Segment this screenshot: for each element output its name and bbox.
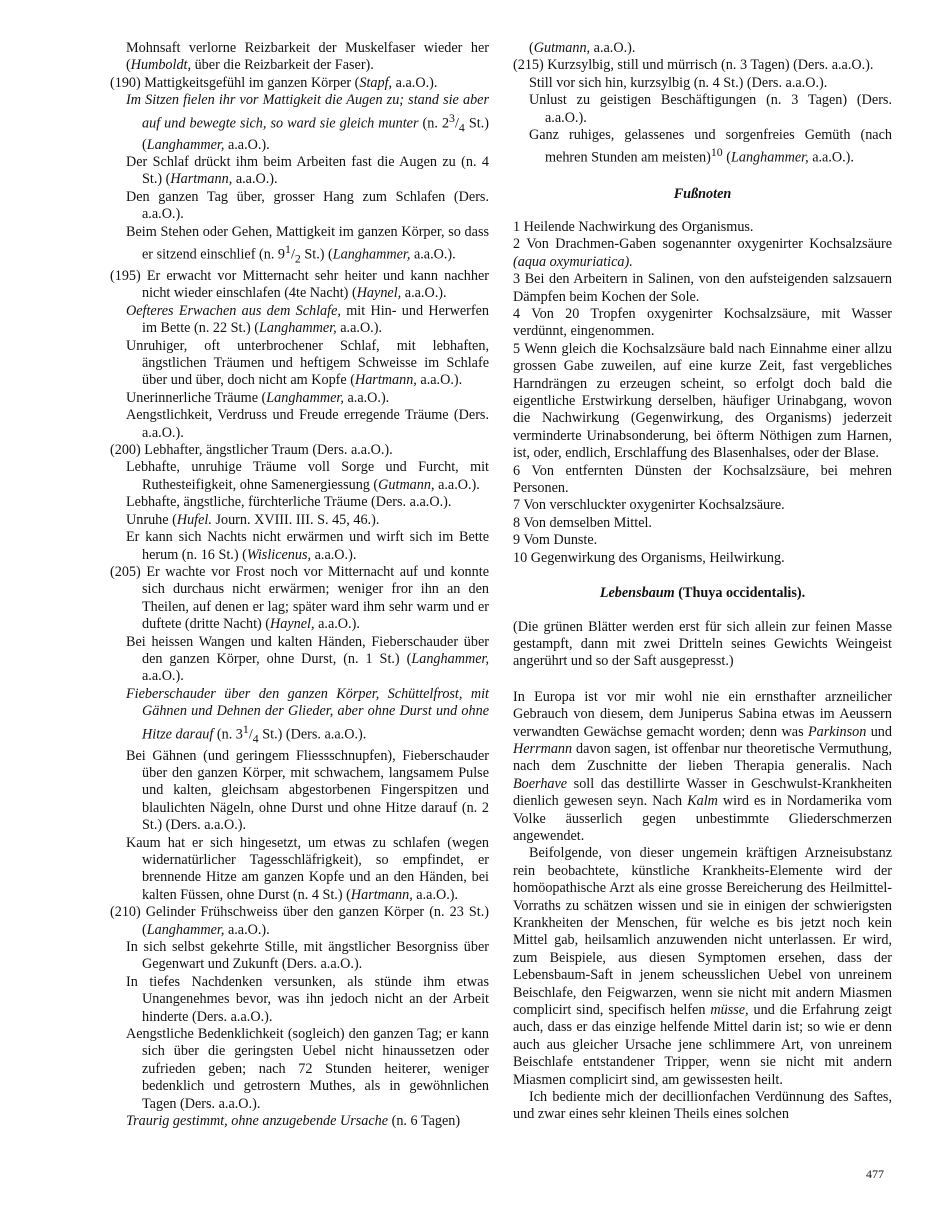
footnote: 5 Wenn gleich die Kochsalzsäure bald nach Einnahme einer allzu grossen Gabe zuweilen, auf eine kurze Zeit, fast vergebliches Harndrängen zu erzeugen scheint, so erfolgt doch bald die eigentliche Erstwirkung derselben, häufiger Urinabgang, wovon die Nachwirkung (Gegenwirkung, des Organisms) jederzeit verminderte Urinabsonderung, bei öfterm Nöthigen zum Harnen, ist, oder, endlich, Erschlaffung des Blasenhalses, oder der Blase.	[513, 340, 892, 462]
symptom-entry: Der Schlaf drückt ihm beim Arbeiten fast die Augen zu (n. 4 St.) (Hartmann, a.a.O.).	[126, 154, 489, 188]
symptom-entry: Den ganzen Tag über, grosser Hang zum Schlafen (Ders. a.a.O.).	[126, 188, 489, 223]
body-paragraph: Ich bediente mich der decillionfachen Verdünnung des Saftes, und zwar eines sehr kleinen Theils eines solchen	[513, 1089, 892, 1123]
section-heading-lebensbaum: Lebensbaum (Thuya occidentalis).	[599, 585, 806, 602]
symptom-entry: Ganz ruhiges, gelassenes und sorgenfreies Gemüth (nach mehren Stunden am meisten)$^{10}$ (Langhammer, a.a.O.).	[529, 127, 892, 167]
symptom-entry: Unlust zu geistigen Beschäftigungen (n. 3 Tagen) (Ders. a.a.O.).	[529, 92, 892, 126]
symptom-entry: (210) Gelinder Frühschweiss über den ganzen Körper (n. 23 St.) (Langhammer, a.a.O.).	[110, 904, 489, 938]
footnote: 7 Von verschluckter oxygenirter Kochsalzsäure.	[513, 497, 785, 514]
symptom-entry: Lebhafte, unruhige Träume voll Sorge und Furcht, mit Ruthesteifigkeit, ohne Samenergiessung (Gutmann, a.a.O.).	[126, 459, 489, 493]
body-paragraph: Beifolgende, von dieser ungemein kräftigen Arzneisubstanz rein beobachtete, künstliche Krankheits-Elemente wird der homöopathische Arzt als eine grosse Bereicherung des Heilmittel-Vorraths zu schätzen wissen und sie in einigen der schwierigsten Krankheiten der Menschen, für welche es bis jetzt noch kein Mittel gab, heilsamlich anzuwenden nicht unterlassen. Er wird, zum Beispiele, aus diesen Symptomen ersehen, dass der Lebensbaum-Saft in jenem scheusslichen Uebel von unreinem Beischlafe, den Feigwarzen, wenn sie nicht mit andern Miasmen complicirt sind, specifisch helfen müsse, und die Erfahrung zeigt auch, dass er das einzige helfende Mittel darin ist; so wie er denn auch aus gleicher Ursache jene schlimmere Art, von unreinem Beischlafe entstandener Tripper, wenn sie nicht mit andern Miasmen complicirt sind, am gewissesten heilt.	[513, 845, 892, 1088]
footnote: 1 Heilende Nachwirkung des Organismus.	[513, 218, 754, 235]
symptom-entry: Er kann sich Nachts nicht erwärmen und wirft sich im Bette herum (n. 16 St.) (Wislicenus, a.a.O.).	[126, 529, 489, 563]
symptom-entry: Bei heissen Wangen und kalten Händen, Fieberschauder über den ganzen Körper, ohne Durst, (n. 1 St.) (Langhammer, a.a.O.).	[126, 633, 489, 685]
footnote: 6 Von entfernten Dünsten der Kochsalzsäure, bei mehren Personen.	[513, 462, 892, 497]
symptom-entry: (215) Kurzsylbig, still und mürrisch (n. 3 Tagen) (Ders. a.a.O.).	[513, 57, 874, 74]
symptom-entry: (Gutmann, a.a.O.).	[529, 40, 636, 56]
left-column	[110, 40, 489, 1130]
page-number: 477	[866, 1167, 884, 1181]
symptom-entry: Im Sitzen fielen ihr vor Mattigkeit die Augen zu; stand sie aber auf und bewegte sich, so ward sie gleich munter (n. $2^3/_4$ St.) (Langhammer, a.a.O.).	[126, 92, 489, 153]
footnote: 8 Von demselben Mittel.	[513, 514, 652, 531]
symptom-entry: (200) Lebhafter, ängstlicher Traum (Ders. a.a.O.).	[110, 442, 393, 459]
symptom-entry: Traurig gestimmt, ohne anzugebende Ursache (n. 6 Tagen)	[126, 1113, 461, 1130]
symptom-entry: Still vor sich hin, kurzsylbig (n. 4 St.) (Ders. a.a.O.).	[529, 74, 828, 91]
symptom-entry: Fieberschauder über den ganzen Körper, Schüttelfrost, mit Gähnen und Dehnen der Glieder, aber ohne Durst und ohne Hitze darauf (n. $3^1/_4$ St.) (Ders. a.a.O.).	[126, 685, 489, 746]
symptom-list-continued	[513, 40, 892, 168]
symptom-entry: Aengstliche Bedenklichkeit (sogleich) den ganzen Tag; er kann sich über die geringsten Uebel nicht hinaussetzen oder zufrieden geben; nach 72 Stunden heiterer, weniger bedenklich und getrostern Muthes, als in gewöhnlichen Tagen (Ders. a.a.O.).	[126, 1026, 489, 1112]
symptom-entry: In sich selbst gekehrte Stille, mit ängstlicher Besorgniss über Gegenwart und Zukunft (Ders. a.a.O.).	[126, 939, 489, 973]
footnote: 9 Vom Dunste.	[513, 532, 598, 549]
footnote: 3 Bei den Arbeitern in Salinen, von den aufsteigenden salzsauern Dämpfen beim Kochen der Sole.	[513, 271, 892, 305]
symptom-entry: Oefteres Erwachen aus dem Schlafe, mit Hin- und Herwerfen im Bette (n. 22 St.) (Langhammer, a.a.O.).	[126, 302, 490, 337]
symptom-entry: Unerinnerliche Träume (Langhammer, a.a.O.).	[126, 389, 390, 406]
symptom-entry: Unruhe (Hufel. Journ. XVIII. III. S. 45, 46.).	[126, 511, 380, 528]
body-text	[513, 689, 892, 1124]
right-column	[513, 40, 892, 1124]
footnotes-heading: Fußnoten	[673, 185, 732, 202]
symptom-entry: Lebhafte, ängstliche, fürchterliche Träume (Ders. a.a.O.).	[126, 494, 452, 511]
symptom-entry: (190) Mattigkeitsgefühl im ganzen Körper (Stapf, a.a.O.).	[110, 74, 438, 91]
symptom-entry: Kaum hat er sich hingesetzt, um etwas zu schlafen (wegen widernatürlicher Tagesschläfrigkeit), so empfindet, er brennende Hitze am ganzen Kopfe und an den Händen, bei kalten Füssen, ohne Durst (n. 4 St.) (Hartmann, a.a.O.).	[126, 834, 489, 903]
footnotes-list	[513, 219, 892, 567]
symptom-entry: Unruhiger, oft unterbrochener Schlaf, mit lebhaften, ängstlichen Träumen und heftigem Schweisse im Schlafe über und über, doch nicht am Kopfe (Hartmann, a.a.O.).	[126, 337, 489, 389]
symptom-entry: Beim Stehen oder Gehen, Mattigkeit im ganzen Körper, so dass er sitzend einschlief (n. $9^1/_2$ St.) (Langhammer, a.a.O.).	[126, 223, 489, 266]
body-paragraph: In Europa ist vor mir wohl nie ein ernsthafter arzneilicher Gebrauch von diesem, dem Juniperus Sabina etwas im Aeussern verwandten Gewächse gemacht worden; denn was Parkinson und Herrmann davon sagen, ist offenbar nur theoretische Vermuthung, nach dem Zuschnitte der lieben Therapia generalis. Nach Boerhave soll das destillirte Wasser in Geschwulst-Krankheiten dienlich gewesen seyn. Nach Kalm wird es in Nordamerika vom Volke äusserlich gegen unbestimmte Gliederschmerzen angewendet.	[513, 688, 892, 844]
symptom-entry: Bei Gähnen (und geringem Fliessschnupfen), Fieberschauder über den ganzen Körper, mit schwachem, langsamem Pulse und kalten, gleichsam abgestorbenen Fingerspitzen und blaulichten Nägeln, ohne Durst und ohne Hitze darauf (n. 2 St.) (Ders. a.a.O.).	[126, 747, 489, 834]
symptom-entry: Mohnsaft verlorne Reizbarkeit der Muskelfaser wieder her (Humboldt, über die Reizbarkeit der Faser).	[126, 40, 489, 74]
symptom-entry: In tiefes Nachdenken versunken, als stünde ihm etwas Unangenehmes bevor, was ihn jedoch nicht an der Arbeit hinderte (Ders. a.a.O.).	[126, 973, 489, 1025]
symptom-entry: (195) Er erwacht vor Mitternacht sehr heiter und kann nachher nicht wieder einschlafen (4te Nacht) (Haynel, a.a.O.).	[110, 268, 489, 302]
symptom-entry: Aengstlichkeit, Verdruss und Freude erregende Träume (Ders. a.a.O.).	[126, 407, 489, 441]
symptom-entry: (205) Er wachte vor Frost noch vor Mitternacht auf und konnte sich durchaus nicht erwärmen; weniger fror ihn an den Theilen, auf denen er lag; später ward ihm sehr warm und er duftete (dritte Nacht) (Haynel, a.a.O.).	[110, 563, 489, 633]
footnote: 10 Gegenwirkung des Organisms, Heilwirkung.	[513, 549, 785, 566]
footnote: 4 Von 20 Tropfen oxygenirter Kochsalzsäure, mit Wasser verdünnt, eingenommen.	[513, 306, 892, 340]
footnote: 2 Von Drachmen-Gaben sogenannter oxygenirter Kochsalzsäure (aqua oxymuriatica).	[513, 236, 892, 270]
intro-paragraph: (Die grünen Blätter werden erst für sich allein zur feinen Masse gestampft, dann mit zwei Dritteln seines Gewichts Weingeist angerührt und so der Saft ausgepresst.)	[513, 618, 892, 670]
